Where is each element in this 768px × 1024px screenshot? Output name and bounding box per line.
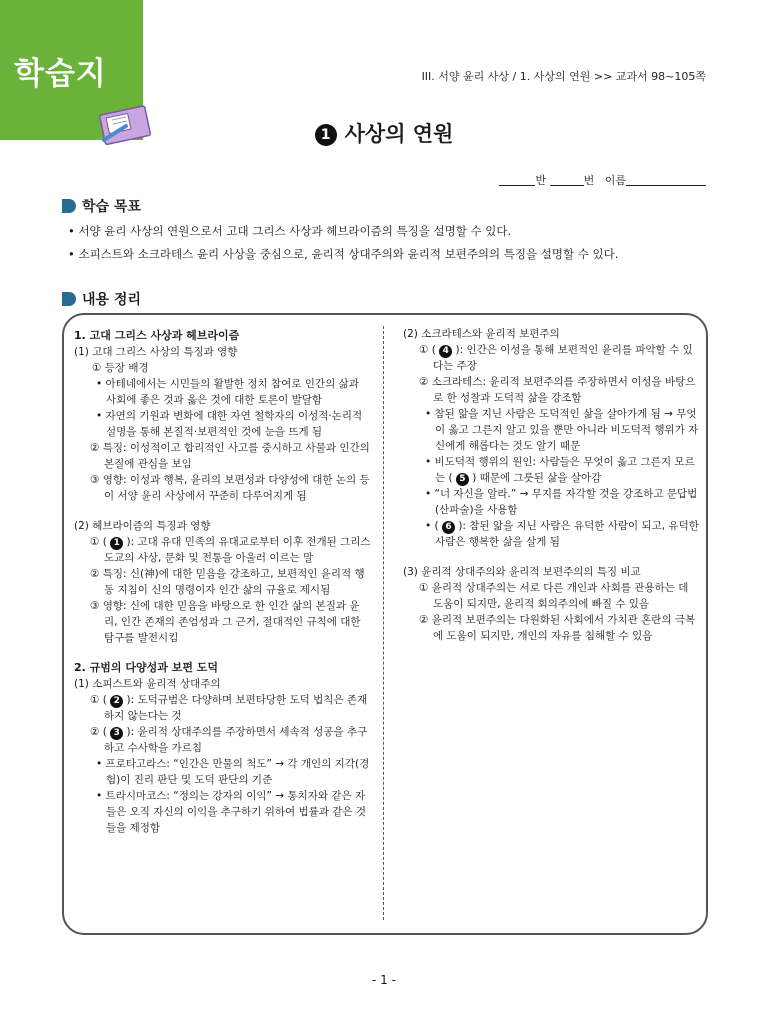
breadcrumb: III. 서양 윤리 사상 / 1. 사상의 연원 >> 교과서 98~105쪽 [421,70,706,83]
item: ② 소크라테스: 윤리적 보편주의를 주장하면서 이성을 바탕으로 한 성찰과 도덕적 삶을 강조함 [419,376,696,404]
goals-heading [62,196,141,216]
blank-number-badge: 5 [456,473,469,486]
ban-label: 반 [535,174,547,187]
goals-heading-text: 학습 목표 [82,199,141,215]
summary-heading-text: 내용 정리 [82,292,141,308]
blank-number-badge: 6 [442,521,455,534]
name-line [499,172,706,188]
item: ② 특징: 신(神)에 대한 믿음을 강조하고, 보편적인 윤리적 행동 지침이 신의 명령이자 인간 삶의 규율로 제시됨 [90,568,365,596]
goals-list [68,220,718,266]
item: ③ 영향: 신에 대한 믿음을 바탕으로 한 인간 삶의 본질과 윤리, 인간 존재의 존엄성과 그 근거, 절대적인 규칙에 대한 탐구를 발전시킴 [90,600,361,644]
title-number: 1 [315,124,337,146]
summary-right-column [403,326,699,644]
item: ② 특징: 이성적이고 합리적인 사고를 중시하고 사물과 인간의 본질에 관심을 보임 [90,442,370,470]
item: ① ( 1 ): 고대 유대 민족의 유대교로부터 이후 전개된 그리스도교의 사상, 문화 및 전통을 아울러 이르는 말 [90,536,371,564]
blank-number-badge: 3 [110,727,123,740]
item: ③ 영향: 이성과 행복, 윤리의 보편성과 다양성에 대한 논의 등이 서양 윤리 사상에서 꾸준히 다루어지게 됨 [90,474,370,502]
summary-heading [62,289,141,309]
number-blank[interactable] [550,175,584,186]
section-title: 1. 고대 그리스 사상과 헤브라이즘 [74,329,240,342]
bullet: • “너 자신을 알라.” → 무지를 자각할 것을 강조하고 문답법(산파술)을 사용함 [425,488,698,516]
item: ② ( 3 ): 윤리적 상대주의를 주장하면서 세속적 성공을 추구하고 수사학을 가르침 [90,726,368,754]
summary-left-column [74,328,372,836]
goal-item: • 서양 윤리 사상의 연원으로서 고대 그리스 사상과 헤브라이즘의 특징을 설명할 수 있다. [68,224,512,238]
page-number: - 1 - [372,973,396,987]
blank-number-badge: 4 [439,345,452,358]
ireum-label: 이름 [604,174,626,187]
title-text: 사상의 연원 [344,122,454,146]
heading-marker-icon [62,292,76,306]
item: ① 윤리적 상대주의는 서로 다른 개인과 사회를 관용하는 데 도움이 되지만, 윤리적 회의주의에 빠질 수 있음 [419,582,689,610]
subsection-title: (2) 소크라테스와 윤리적 보편주의 [403,328,560,340]
item: ① ( 4 ): 인간은 이성을 통해 보편적인 윤리를 파악할 수 있다는 주장 [419,344,693,372]
badge-title: 학습지 [14,56,107,92]
item: ① 등장 배경 [92,362,149,374]
bullet: • 아테네에서는 시민들의 활발한 정치 참여로 인간의 삶과 사회에 좋은 것과 옳은 것에 대한 토론이 발달함 [96,378,359,406]
section-title: 2. 규범의 다양성과 보편 도덕 [74,661,219,674]
name-blank[interactable] [626,175,706,186]
item: ① ( 2 ): 도덕규범은 다양하며 보편타당한 도덕 법칙은 존재하지 않는다는 것 [90,694,368,722]
bullet: • 참된 앎을 지닌 사람은 도덕적인 삶을 살아가게 됨 → 무엇이 옳고 그른지 알고 있을 뿐만 아니라 비도덕적 행위가 자신에게 해롭다는 것도 알기 때문 [425,408,699,452]
beon-label: 번 [583,174,595,187]
subsection-title: (3) 윤리적 상대주의와 윤리적 보편주의의 특징 비교 [403,566,641,578]
bullet: • 비도덕적 행위의 원인: 사람들은 무엇이 옳고 그른지 모르는 ( 5 ) 때문에 그릇된 삶을 살아감 [425,456,695,484]
item: ② 윤리적 보편주의는 다원화된 사회에서 가치관 혼란의 극복에 도움이 되지만, 개인의 자유를 침해할 수 있음 [419,614,696,642]
bullet: • 프로타고라스: “인간은 만물의 척도” → 각 개인의 지각(경험)이 진리 판단 및 도덕 판단의 기준 [96,758,370,786]
blank-number-badge: 2 [110,695,123,708]
page-title [0,118,768,148]
goal-item: • 소피스트와 소크라테스 윤리 사상을 중심으로, 윤리적 상대주의와 윤리적 보편주의의 특징을 설명할 수 있다. [68,247,619,261]
bullet: • 자연의 기원과 변화에 대한 자연 철학자의 이성적·논리적 설명을 통해 본질적·보편적인 것에 눈을 뜨게 됨 [96,410,363,438]
class-blank[interactable] [499,175,535,186]
subsection-title: (1) 소피스트와 윤리적 상대주의 [74,678,221,690]
heading-marker-icon [62,199,76,213]
column-divider [383,326,384,920]
subsection-title: (1) 고대 그리스 사상의 특징과 영향 [74,346,238,358]
subsection-title: (2) 헤브라이즘의 특징과 영향 [74,520,211,532]
bullet: • 트라시마코스: “정의는 강자의 이익” → 통치자와 같은 자들은 오직 자신의 이익을 추구하기 위하여 법률과 같은 것들을 제정함 [96,790,366,834]
blank-number-badge: 1 [110,537,123,550]
bullet: • ( 6 ): 참된 앎을 지닌 사람은 유덕한 사람이 되고, 유덕한 사람은 행복한 삶을 살게 됨 [425,520,699,548]
